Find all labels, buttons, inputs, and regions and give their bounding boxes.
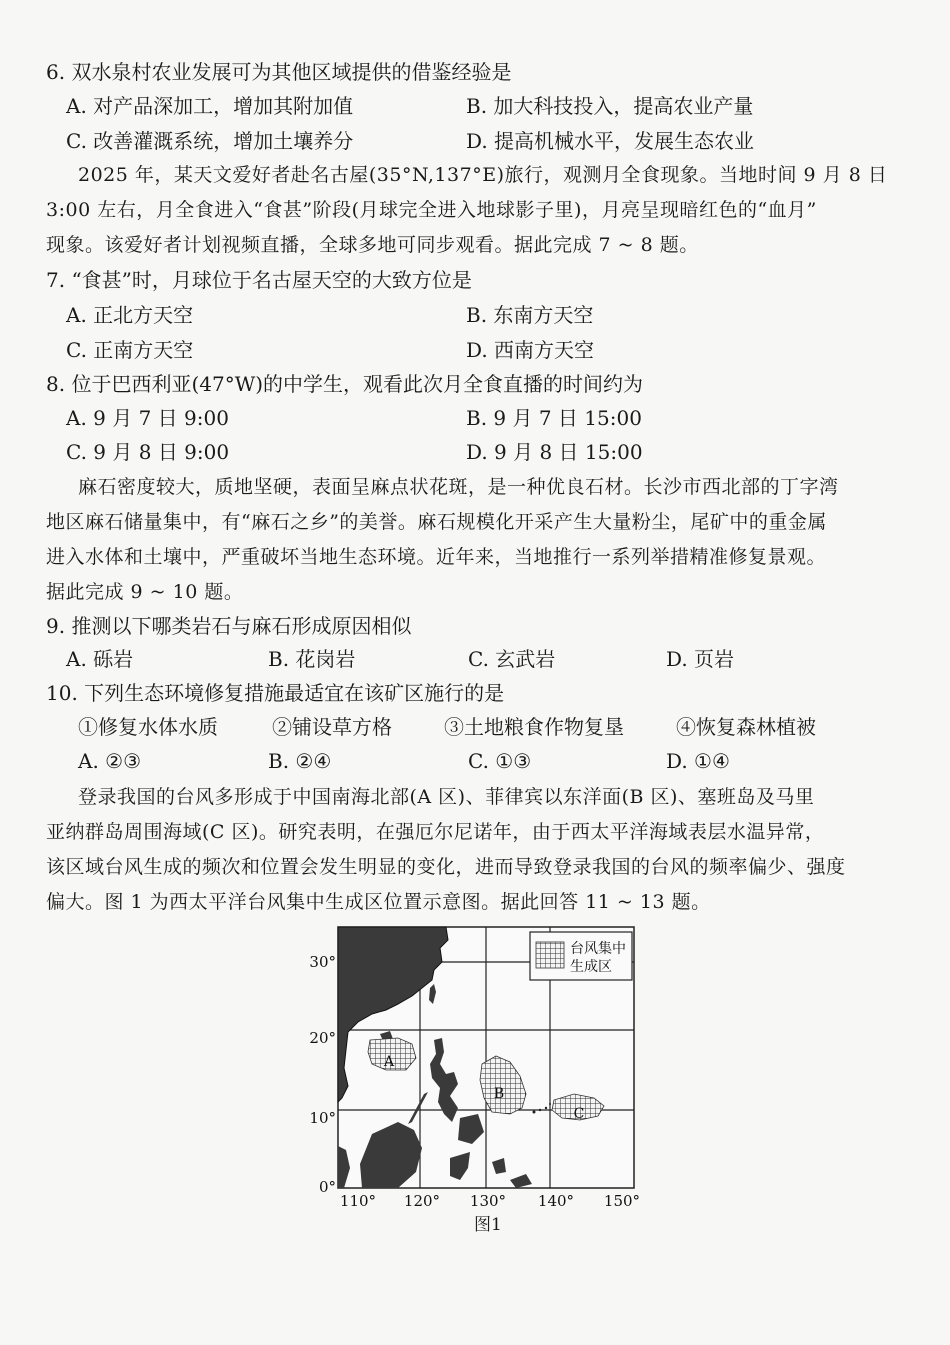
passage3-line3: 该区域台风生成的频次和位置会发生明显的变化，进而导致登录我国的台风的频率偏少、强度 [46, 856, 846, 878]
legend-label-line1: 台风集中 [570, 941, 626, 957]
q10-stem: 10. 下列生态环境修复措施最适宜在该矿区施行的是 [46, 681, 505, 705]
q8-option-c: C. 9 月 8 日 9:00 [66, 440, 230, 464]
passage3-line1: 登录我国的台风多形成于中国南海北部(A 区)、菲律宾以东洋面(B 区)、塞班岛及马里 [78, 786, 815, 808]
q10-option-d: D. ①④ [666, 749, 730, 773]
q7-option-a: A. 正北方天空 [66, 303, 194, 327]
q6-option-c: C. 改善灌溉系统，增加土壤养分 [66, 129, 354, 153]
q8-option-b: B. 9 月 7 日 15:00 [466, 406, 642, 430]
q10-option-c: C. ①③ [468, 749, 532, 773]
q9-option-b: B. 花岗岩 [268, 647, 356, 671]
legend-hatch-swatch [536, 942, 564, 968]
q9-option-a: A. 砾岩 [66, 647, 134, 671]
figure-caption: 图1 [474, 1215, 502, 1235]
passage3-line2: 亚纳群岛周围海域(C 区)。研究表明，在强厄尔尼诺年，由于西太平洋海域表层水温异常， [46, 821, 825, 843]
lon-label-110: 110° [339, 1192, 377, 1208]
q6-option-b: B. 加大科技投入，提高农业产量 [466, 94, 754, 118]
q7-option-b: B. 东南方天空 [466, 303, 594, 327]
lat-label-0: 0° [318, 1178, 336, 1196]
passage1-line1: 2025 年，某天文爱好者赴名古屋(35°N,137°E)旅行，观测月全食现象。当地时间 9 月 8 日 [78, 164, 888, 186]
q8-stem: 8. 位于巴西利亚(47°W)的中学生，观看此次月全食直播的时间约为 [46, 372, 644, 396]
q8-option-d: D. 9 月 8 日 15:00 [466, 440, 643, 464]
zone-c-label: C [573, 1106, 585, 1122]
q10-option-b: B. ②④ [268, 749, 332, 773]
passage2-line2: 地区麻石储量集中，有“麻石之乡”的美誉。麻石规模化开采产生大量粉尘，尾矿中的重金属 [46, 511, 827, 533]
q10-measure-1: ①修复水体水质 [78, 715, 218, 739]
typhoon-region-map [300, 918, 650, 1208]
lon-label-130: 130° [469, 1192, 507, 1208]
passage2-line3: 进入水体和土壤中，严重破坏当地生态环境。近年来，当地推行一系列举措精准修复景观。 [46, 546, 827, 568]
lon-label-140: 140° [537, 1192, 575, 1208]
zone-b-label: B [493, 1086, 505, 1102]
q7-option-d: D. 西南方天空 [466, 338, 595, 362]
q9-stem: 9. 推测以下哪类岩石与麻石形成原因相似 [46, 614, 412, 638]
lat-label-10: 10° [309, 1109, 336, 1127]
q7-option-c: C. 正南方天空 [66, 338, 194, 362]
q10-measure-4: ④恢复森林植被 [676, 715, 816, 739]
q9-option-d: D. 页岩 [666, 647, 735, 671]
q8-option-a: A. 9 月 7 日 9:00 [66, 406, 229, 430]
q10-measure-3: ③土地粮食作物复垦 [444, 715, 624, 739]
q10-measure-2: ②铺设草方格 [272, 715, 392, 739]
lon-label-120: 120° [403, 1192, 441, 1208]
q10-option-a: A. ②③ [78, 749, 142, 773]
passage2-line4: 据此完成 9 ~ 10 题。 [46, 581, 244, 603]
lat-label-20: 20° [309, 1029, 336, 1047]
q6-option-a: A. 对产品深加工，增加其附加值 [66, 94, 354, 118]
passage1-line3: 现象。该爱好者计划视频直播，全球多地可同步观看。据此完成 7 ~ 8 题。 [46, 234, 699, 256]
passage3-line4: 偏大。图 1 为西太平洋台风集中生成区位置示意图。据此回答 11 ~ 13 题。 [46, 891, 711, 913]
q6-stem: 6. 双水泉村农业发展可为其他区域提供的借鉴经验是 [46, 60, 512, 84]
q7-stem: 7. “食甚”时，月球位于名古屋天空的大致方位是 [46, 268, 472, 292]
legend-label-line2: 生成区 [570, 959, 612, 975]
q6-option-d: D. 提高机械水平，发展生态农业 [466, 129, 755, 153]
q9-option-c: C. 玄武岩 [468, 647, 556, 671]
passage1-line2: 3:00 左右，月全食进入“食甚”阶段(月球完全进入地球影子里)，月亮呈现暗红色的“血月” [46, 199, 817, 221]
passage2-line1: 麻石密度较大，质地坚硬，表面呈麻点状花斑，是一种优良石材。长沙市西北部的丁字湾 [78, 476, 839, 498]
zone-a-label: A [383, 1054, 395, 1070]
lat-label-30: 30° [309, 953, 336, 971]
lon-label-150: 150° [603, 1192, 641, 1208]
typhoon-zone-a [368, 1038, 416, 1070]
